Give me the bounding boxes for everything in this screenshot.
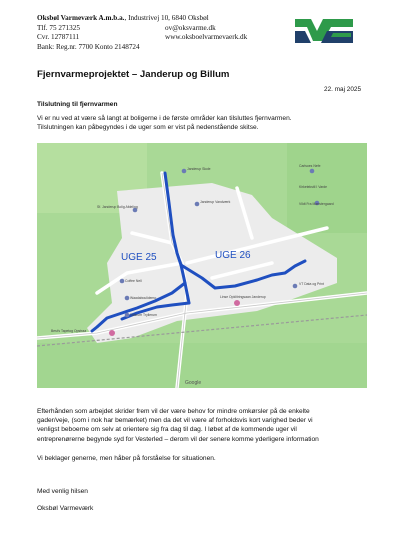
route-map[interactable] — [37, 143, 367, 388]
letterhead-bank-line — [37, 43, 257, 53]
company-website[interactable]: www.oksboelvarmevaerk.dk — [165, 33, 248, 42]
letter-date: 22. maj 2025 — [324, 86, 361, 93]
signature: Oksbøl Varmeværk — [37, 505, 94, 512]
company-email[interactable]: ov@oksvarme.dk — [165, 23, 216, 32]
map-place-label: Tidsrum Tryllerum — [130, 313, 158, 317]
company-phone: Tlf. 75 271325 — [37, 23, 80, 32]
body-line: venligst beboerne om selv at orientere sig fra dag til dag. I løbet af de kommende uger vil — [37, 426, 297, 434]
body-line: entreprenørerne begynde syd for Vesterled – derom vil der senere komme yderligere information — [37, 435, 319, 443]
map-place-label: Coffee Nell — [125, 279, 142, 283]
section-heading: Tilslutning til fjernvarmen — [37, 101, 118, 108]
company-cvr: Cvr. 12787111 — [37, 33, 80, 42]
company-address: , Industrivej 10, 6840 Oksbøl — [124, 14, 209, 22]
map-place-label: Janderup Vandværk — [200, 200, 231, 204]
map-place-label: Waadaboulidemo — [130, 296, 157, 300]
intro-paragraph — [37, 114, 367, 132]
letterhead-company-line — [37, 14, 257, 24]
map-place-label: Best's Tapetog Opstraa — [51, 329, 87, 333]
body-paragraph — [37, 407, 367, 444]
map-place-label: Vildt Fra Mønstergaard — [299, 202, 334, 206]
intro-line: Vi er nu ved at være så langt at boligerne i de første områder kan tilsluttes fjernvarmen. — [37, 115, 292, 122]
map-place-label: Linse Opklitringsaan Janderup — [220, 295, 266, 299]
apology-paragraph — [37, 454, 367, 463]
map-place-label: Carlsoes Nefe — [299, 164, 321, 168]
letterhead-cvr-line — [37, 33, 257, 43]
map-place-label: VT Data og Print — [299, 282, 325, 286]
letterhead-contact-line — [37, 24, 257, 34]
letter-title: Fjernvarmeprojektet – Janderup og Billum — [37, 69, 230, 80]
map-google-attribution: Google — [185, 380, 202, 386]
map-place-label: Kirketekstil I Varde — [299, 185, 328, 189]
map-place-label: Janderup Skole — [187, 167, 211, 171]
company-name: Oksbøl Varmeværk A.m.b.a. — [37, 14, 125, 22]
company-logo — [293, 15, 355, 45]
body-line: gader/veje, (som i nok har bemærket) men da det vil være af forholdsvis kort varighed beder vi — [37, 417, 313, 425]
zone-label-uge-25: UGE 25 — [121, 252, 157, 263]
map-place-label: Sf. Janderup Bolig Afdeling — [97, 205, 138, 209]
body-line: Efterhånden som arbejdet skrider frem vil der være behov for mindre omkørsler på de enkelte — [37, 408, 310, 415]
letterhead — [37, 14, 257, 52]
company-bank: Bank: Reg.nr. 7700 Konto 2148724 — [37, 42, 140, 51]
zone-label-uge-26: UGE 26 — [215, 250, 251, 261]
closing-greeting: Med venlig hilsen — [37, 488, 88, 495]
apology-line: Vi beklager generne, men håber på forståelse for situationen. — [37, 455, 216, 462]
intro-line: Tilslutningen kan påbegyndes i de uger som er vist på nedenstående skitse. — [37, 124, 259, 132]
